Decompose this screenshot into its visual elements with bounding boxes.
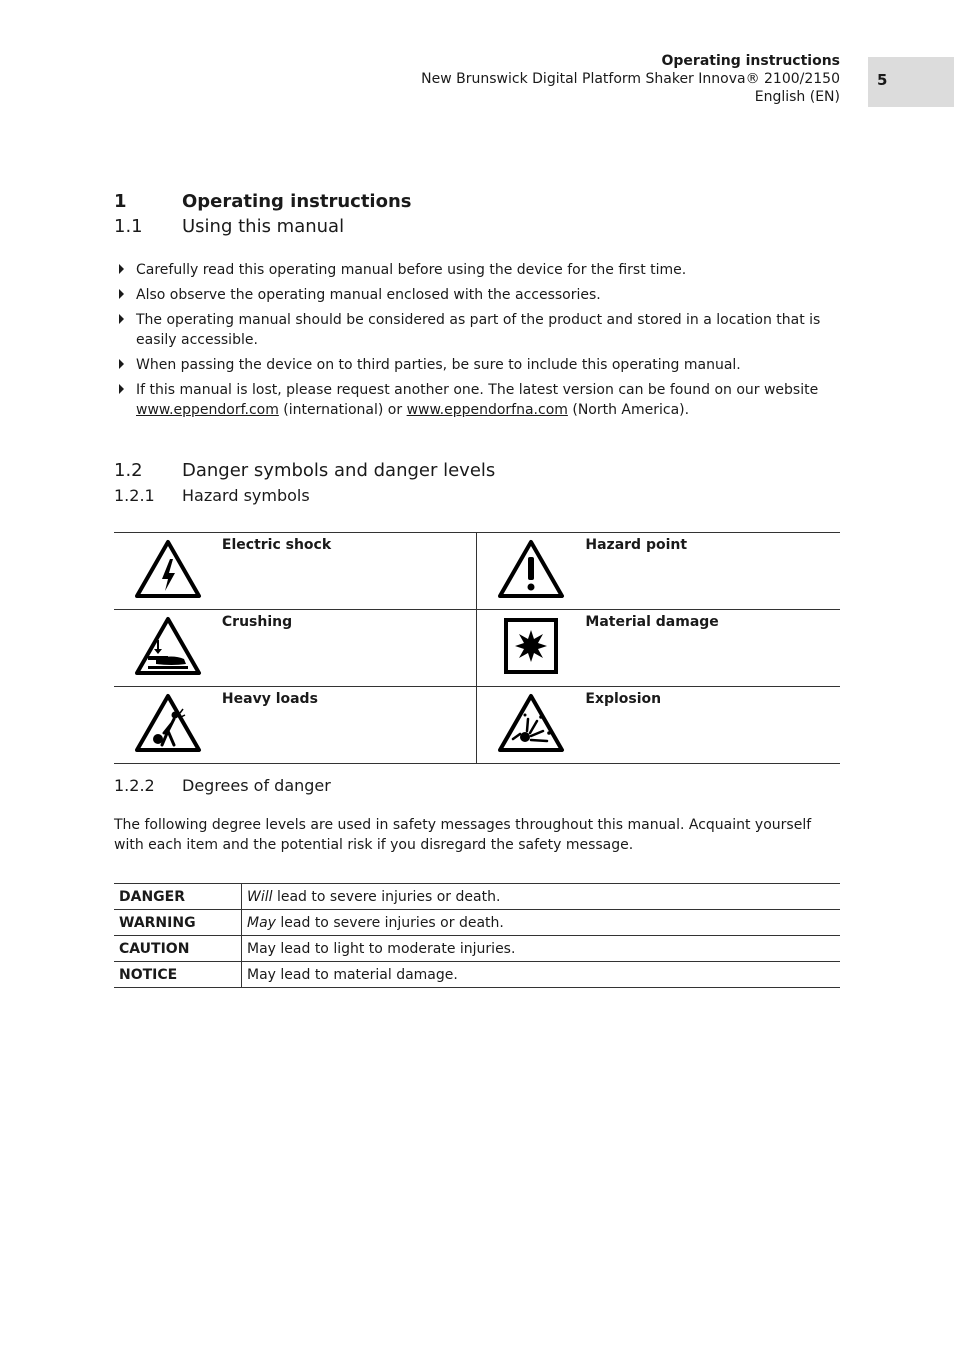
section-1-title: Operating instructions (182, 191, 412, 212)
danger-levels-table (114, 883, 840, 988)
description-text: May lead to material damage. (247, 966, 458, 983)
bullet-arrow-icon (119, 384, 124, 394)
section-1-1-number: 1.1 (114, 216, 143, 237)
bullet-text: Also observe the operating manual enclosed with the accessories. (136, 287, 601, 303)
danger-level-label: DANGER (114, 884, 242, 910)
usage-bullet-list (114, 260, 844, 425)
bullet-text: Carefully read this operating manual before using the device for the first time. (136, 262, 687, 278)
hazard-symbols-table (114, 532, 840, 764)
emphasis-text: May (247, 914, 276, 931)
bullet-arrow-icon (119, 314, 124, 324)
page-number: 5 (877, 71, 888, 89)
bullet-text: The operating manual should be considered as part of the product and stored in a location that is easily accessible. (136, 312, 821, 348)
hazard-label: Explosion (585, 687, 840, 764)
section-1-2-number: 1.2 (114, 460, 143, 481)
section-1-2-1-number: 1.2.1 (114, 486, 155, 505)
section-1-2-2-title: Degrees of danger (182, 776, 331, 795)
description-text: lead to severe injuries or death. (275, 914, 504, 931)
degrees-intro-paragraph: The following degree levels are used in safety messages throughout this manual. Acquaint yourself with each item and the potential risk if you disregard the safety message. (114, 817, 812, 853)
description-text: May lead to light to moderate injuries. (247, 940, 516, 957)
table-row (114, 962, 840, 988)
table-row (114, 884, 840, 910)
table-row (114, 936, 840, 962)
section-1-number: 1 (114, 191, 127, 212)
danger-level-description (242, 936, 841, 962)
page-number-box (868, 57, 954, 107)
danger-level-label: WARNING (114, 910, 242, 936)
table-row (114, 910, 840, 936)
table-row (114, 533, 840, 610)
hazard-label: Material damage (585, 610, 840, 687)
danger-level-label: NOTICE (114, 962, 242, 988)
hazard-point-icon (477, 533, 585, 610)
bullet-arrow-icon (119, 359, 124, 369)
list-item (114, 260, 844, 280)
list-item (114, 310, 844, 350)
danger-level-description (242, 884, 841, 910)
section-1-2-2-number: 1.2.2 (114, 776, 155, 795)
material-damage-icon (477, 610, 585, 687)
bullet-text: (international) or (278, 402, 407, 418)
emphasis-text: Will (247, 888, 273, 905)
list-item (114, 355, 844, 375)
header-language: English (EN) (754, 89, 840, 105)
list-item (114, 285, 844, 305)
crushing-icon (114, 610, 222, 687)
danger-level-label: CAUTION (114, 936, 242, 962)
hazard-label: Crushing (222, 610, 477, 687)
bullet-arrow-icon (119, 264, 124, 274)
header-title: Operating instructions (661, 53, 840, 69)
header-subtitle: New Brunswick Digital Platform Shaker Innova® 2100/2150 (421, 71, 840, 87)
eppendorfna-link[interactable]: www.eppendorfna.com (406, 402, 568, 418)
table-row (114, 687, 840, 764)
bullet-arrow-icon (119, 289, 124, 299)
list-item (114, 380, 844, 420)
hazard-label: Electric shock (222, 533, 477, 610)
eppendorf-link[interactable]: www.eppendorf.com (136, 402, 279, 418)
table-row (114, 610, 840, 687)
section-1-2-title: Danger symbols and danger levels (182, 460, 496, 481)
bullet-text: If this manual is lost, please request another one. The latest version can be found on our website (136, 382, 819, 398)
description-text: lead to severe injuries or death. (272, 888, 501, 905)
danger-level-description (242, 962, 841, 988)
explosion-icon (477, 687, 585, 764)
electric-shock-icon (114, 533, 222, 610)
bullet-text: (North America). (567, 402, 690, 418)
section-1-2-1-title: Hazard symbols (182, 486, 310, 505)
section-1-1-title: Using this manual (182, 216, 345, 237)
bullet-text: When passing the device on to third parties, be sure to include this operating manual. (136, 357, 741, 373)
hazard-label: Hazard point (585, 533, 840, 610)
hazard-label: Heavy loads (222, 687, 477, 764)
heavy-loads-icon (114, 687, 222, 764)
danger-level-description (242, 910, 841, 936)
